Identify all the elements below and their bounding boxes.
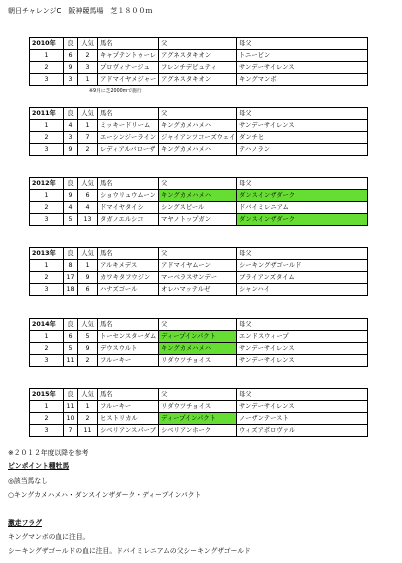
dam-sire-name: ドバイミレニアム [237, 202, 368, 214]
header-rank: 良 [64, 108, 78, 120]
gate-number: 5 [64, 343, 78, 355]
header-dam-sire: 母父 [237, 38, 368, 50]
header-horse: 馬名 [98, 178, 159, 190]
popularity: 2 [78, 50, 98, 62]
horse-name: レディアルバローザ [98, 144, 159, 156]
dam-sire-name: ダンスインザダーク [237, 214, 368, 226]
finish-position: 3 [30, 74, 64, 86]
sire-name: キングカメハメハ [159, 343, 237, 355]
header-horse: 馬名 [98, 248, 159, 260]
table-row [30, 50, 368, 62]
header-popularity: 人気 [78, 108, 98, 120]
gate-number: 9 [64, 190, 78, 202]
results-table-2013 [29, 247, 368, 296]
results-table-2015 [29, 388, 368, 437]
finish-position: 1 [30, 260, 64, 272]
table-header-row [30, 108, 368, 120]
table-row [30, 190, 368, 202]
dam-sire-name: サンデーサイレンス [237, 62, 368, 74]
popularity: 9 [78, 272, 98, 284]
header-sire: 父 [159, 319, 237, 331]
gate-number: 7 [64, 425, 78, 437]
dam-sire-name: シャンハイ [237, 284, 368, 296]
finish-position: 1 [30, 50, 64, 62]
table-row [30, 260, 368, 272]
dam-sire-name: ノーザンテースト [237, 413, 368, 425]
header-horse: 馬名 [98, 319, 159, 331]
sire-name: マーベラスサンデー [159, 272, 237, 284]
horse-name: ショウリュウムーン [98, 190, 159, 202]
header-dam-sire: 母父 [237, 248, 368, 260]
table-row [30, 144, 368, 156]
sire-name: オレハマッテルゼ [159, 284, 237, 296]
header-rank: 良 [64, 178, 78, 190]
popularity: 2 [78, 413, 98, 425]
table-row [30, 214, 368, 226]
year-label: 2010年 [30, 38, 64, 50]
table-header-row [30, 38, 368, 50]
table-row [30, 355, 368, 367]
finish-position: 2 [30, 413, 64, 425]
header-sire: 父 [159, 38, 237, 50]
finish-position: 3 [30, 355, 64, 367]
header-rank: 良 [64, 319, 78, 331]
dam-sire-name: ウィズアポロヴァル [237, 425, 368, 437]
horse-name: キャプテントゥーレ [98, 50, 159, 62]
table-note: ※9月に芝2000mで施行 [89, 89, 142, 94]
header-horse: 馬名 [98, 389, 159, 401]
header-sire: 父 [159, 389, 237, 401]
page-title: 朝日チャレンジC 阪神競馬場 芝１８００ｍ [8, 7, 153, 15]
flag-line-1: キングマンボの血に注目。 [8, 533, 90, 541]
table-row [30, 284, 368, 296]
header-rank: 良 [64, 389, 78, 401]
year-label: 2012年 [30, 178, 64, 190]
popularity: 1 [78, 74, 98, 86]
popularity: 1 [78, 120, 98, 132]
sire-name: リダウツチョイス [159, 355, 237, 367]
popularity: 9 [78, 343, 98, 355]
dam-sire-name: ブライアンズタイム [237, 272, 368, 284]
gate-number: 11 [64, 355, 78, 367]
finish-position: 1 [30, 331, 64, 343]
dam-sire-name: テハノラン [237, 144, 368, 156]
finish-position: 2 [30, 272, 64, 284]
gate-number: 6 [64, 50, 78, 62]
header-popularity: 人気 [78, 248, 98, 260]
gate-number: 3 [64, 132, 78, 144]
table-header-row [30, 319, 368, 331]
horse-name: シベリアンスパーブ [98, 425, 159, 437]
horse-name: ドマイヤタイシ [98, 202, 159, 214]
popularity: 4 [78, 202, 98, 214]
finish-position: 3 [30, 284, 64, 296]
year-label: 2015年 [30, 389, 64, 401]
pinpoint-line-1: ◎該当馬なし [8, 477, 48, 485]
table-row [30, 202, 368, 214]
dam-sire-name: ダンチヒ [237, 132, 368, 144]
table-row [30, 132, 368, 144]
header-horse: 馬名 [98, 108, 159, 120]
results-table-2012 [29, 177, 368, 226]
popularity: 7 [78, 132, 98, 144]
gate-number: 9 [64, 62, 78, 74]
horse-name: ハナズゴール [98, 284, 159, 296]
header-popularity: 人気 [78, 319, 98, 331]
sire-name: ジャイアンツコーズウェイ [159, 132, 237, 144]
results-table-2010 [29, 37, 368, 86]
header-dam-sire: 母父 [237, 319, 368, 331]
sire-name: リダウツチョイス [159, 401, 237, 413]
header-sire: 父 [159, 108, 237, 120]
header-popularity: 人気 [78, 38, 98, 50]
gate-number: 6 [64, 331, 78, 343]
finish-position: 3 [30, 144, 64, 156]
gate-number: 10 [64, 413, 78, 425]
gate-number: 17 [64, 272, 78, 284]
horse-name: カワキタフウジン [98, 272, 159, 284]
sire-name: ディープインパクト [159, 413, 237, 425]
header-dam-sire: 母父 [237, 108, 368, 120]
horse-name: トーセンスターダム [98, 331, 159, 343]
dam-sire-name: サンデーサイレンス [237, 343, 368, 355]
table-row [30, 74, 368, 86]
popularity: 13 [78, 214, 98, 226]
table-row [30, 62, 368, 74]
header-sire: 父 [159, 248, 237, 260]
horse-name: エーシンジーライン [98, 132, 159, 144]
finish-position: 1 [30, 190, 64, 202]
table-header-row [30, 248, 368, 260]
dam-sire-name: ダンスインザダーク [237, 190, 368, 202]
table-row [30, 272, 368, 284]
sire-name: キングカメハメハ [159, 144, 237, 156]
results-table-2014 [29, 318, 368, 367]
year-label: 2011年 [30, 108, 64, 120]
sire-name: アドマイヤムーン [159, 260, 237, 272]
table-row [30, 120, 368, 132]
horse-name: タガノエルシコ [98, 214, 159, 226]
horse-name: フルーキー [98, 355, 159, 367]
horse-name: アルキメデス [98, 260, 159, 272]
sire-name: フレンチデピュティ [159, 62, 237, 74]
gate-number: 18 [64, 284, 78, 296]
sire-name: アグネスタキオン [159, 74, 237, 86]
finish-position: 2 [30, 62, 64, 74]
gate-number: 8 [64, 260, 78, 272]
gate-number: 4 [64, 202, 78, 214]
sire-name: シングスピール [159, 202, 237, 214]
flag-heading: 激走フラグ [8, 519, 42, 527]
table-row [30, 331, 368, 343]
table-row [30, 413, 368, 425]
gate-number: 11 [64, 401, 78, 413]
flag-line-2: シーキングザゴールドの血に注目。ドバイミレニアムの父シーキングザゴールド [8, 547, 251, 555]
dam-sire-name: シーキングザゴールド [237, 260, 368, 272]
reference-note: ※２０１２年度以降を参考 [8, 449, 89, 457]
popularity: 1 [78, 401, 98, 413]
finish-position: 1 [30, 120, 64, 132]
horse-name: ヒストリカル [98, 413, 159, 425]
year-label: 2014年 [30, 319, 64, 331]
header-dam-sire: 母父 [237, 389, 368, 401]
gate-number: 4 [64, 120, 78, 132]
finish-position: 2 [30, 132, 64, 144]
horse-name: アドマイヤメジャー [98, 74, 159, 86]
horse-name: ミッキードリーム [98, 120, 159, 132]
popularity: 2 [78, 144, 98, 156]
sire-name: キングカメハメハ [159, 120, 237, 132]
gate-number: 5 [64, 214, 78, 226]
table-header-row [30, 178, 368, 190]
table-row [30, 425, 368, 437]
sire-name: ディープインパクト [159, 331, 237, 343]
gate-number: 9 [64, 144, 78, 156]
horse-name: フルーキー [98, 401, 159, 413]
header-popularity: 人気 [78, 389, 98, 401]
dam-sire-name: サンデーサイレンス [237, 401, 368, 413]
results-table-2011 [29, 107, 368, 156]
popularity: 11 [78, 425, 98, 437]
dam-sire-name: トニービン [237, 50, 368, 62]
horse-name: プロヴィナージュ [98, 62, 159, 74]
sire-name: アグネスタキオン [159, 50, 237, 62]
header-rank: 良 [64, 38, 78, 50]
horse-name: デウスウルト [98, 343, 159, 355]
finish-position: 1 [30, 401, 64, 413]
table-row [30, 343, 368, 355]
sire-name: キングカメハメハ [159, 190, 237, 202]
finish-position: 2 [30, 343, 64, 355]
popularity: 6 [78, 284, 98, 296]
header-sire: 父 [159, 178, 237, 190]
popularity: 3 [78, 62, 98, 74]
dam-sire-name: サンデーサイレンス [237, 355, 368, 367]
gate-number: 3 [64, 74, 78, 86]
table-row [30, 401, 368, 413]
dam-sire-name: エンドスウィープ [237, 331, 368, 343]
header-popularity: 人気 [78, 178, 98, 190]
pinpoint-line-2: ○キングカメハメハ・ダンスインザダーク・ディープインパクト [8, 491, 202, 499]
sire-name: マヤノトップガン [159, 214, 237, 226]
popularity: 6 [78, 190, 98, 202]
header-dam-sire: 母父 [237, 178, 368, 190]
popularity: 5 [78, 331, 98, 343]
header-horse: 馬名 [98, 38, 159, 50]
sire-name: シベリアンホーク [159, 425, 237, 437]
header-rank: 良 [64, 248, 78, 260]
popularity: 2 [78, 355, 98, 367]
pinpoint-heading: ピンポイント種牡馬 [8, 462, 70, 470]
finish-position: 3 [30, 214, 64, 226]
finish-position: 2 [30, 202, 64, 214]
finish-position: 3 [30, 425, 64, 437]
year-label: 2013年 [30, 248, 64, 260]
dam-sire-name: キングマンボ [237, 74, 368, 86]
dam-sire-name: サンデーサイレンス [237, 120, 368, 132]
popularity: 1 [78, 260, 98, 272]
table-header-row [30, 389, 368, 401]
